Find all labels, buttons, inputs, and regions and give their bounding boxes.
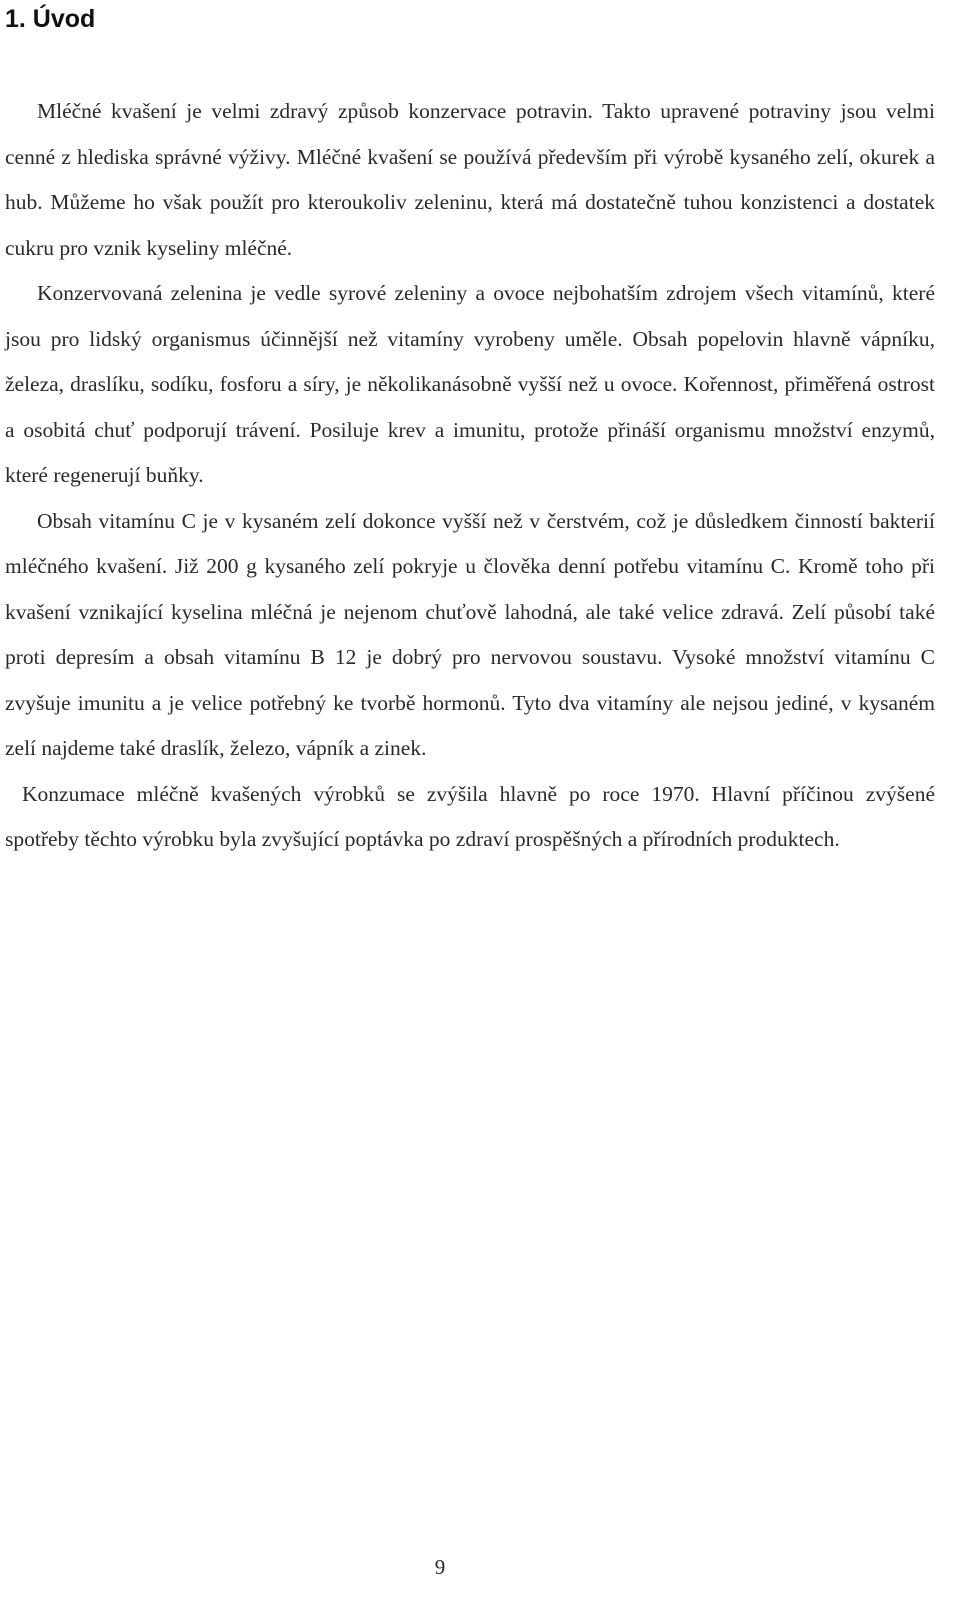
- paragraph-intro: Mléčné kvašení je velmi zdravý způsob konzervace potravin. Takto upravené potraviny jsou velmi cenné z hlediska správné výživy. Mléčné kvašení se používá především při výrobě kysaného zelí, okurek a hub. Můžeme ho však použít pro kteroukoliv zeleninu, která má dostatečně tuhou konzistenci a dostatek cukru pro vznik kyseliny mléčné.: [5, 99, 935, 260]
- paragraph-vitamin-c: Obsah vitamínu C je v kysaném zelí dokonce vyšší než v čerstvém, což je důsledkem činností bakterií mléčného kvašení. Již 200 g kysaného zelí pokryje u člověka denní potřebu vitamínu C. Kromě toho při kvašení vznikající kyselina mléčná je nejenom chuťově lahodná, ale také velice zdravá. Zelí působí také proti depresím a obsah vitamínu B 12 je dobrý pro nervovou soustavu. Vysoké množství vitamínu C zvyšuje imunitu a je velice potřebný ke tvorbě hormonů. Tyto dva vitamíny ale nejsou jediné, v kysaném zelí najdeme také draslík, železo, vápník a zinek.: [5, 508, 935, 760]
- document-body: [5, 89, 935, 863]
- paragraph-nutrition: Konzervovaná zelenina je vedle syrové zeleniny a ovoce nejbohatším zdrojem všech vitamínů, které jsou pro lidský organismus účinnější než vitamíny vyrobeny uměle. Obsah popelovin hlavně vápníku, železa, draslíku, sodíku, fosforu a síry, je několikanásobně vyšší než u ovoce. Kořennost, přiměřená ostrost a osobitá chuť podporují trávení. Posiluje krev a imunitu, protože přináší organismu množství enzymů, které regenerují buňky.: [5, 281, 935, 487]
- paragraph-consumption: Konzumace mléčně kvašených výrobků se zvýšila hlavně po roce 1970. Hlavní příčinou zvýšené spotřeby těchto výrobku byla zvyšující poptávka po zdraví prospěšných a přírodních produktech.: [5, 781, 935, 851]
- chapter-heading: 1. Úvod: [5, 5, 96, 33]
- page-number: 9: [434, 1555, 446, 1579]
